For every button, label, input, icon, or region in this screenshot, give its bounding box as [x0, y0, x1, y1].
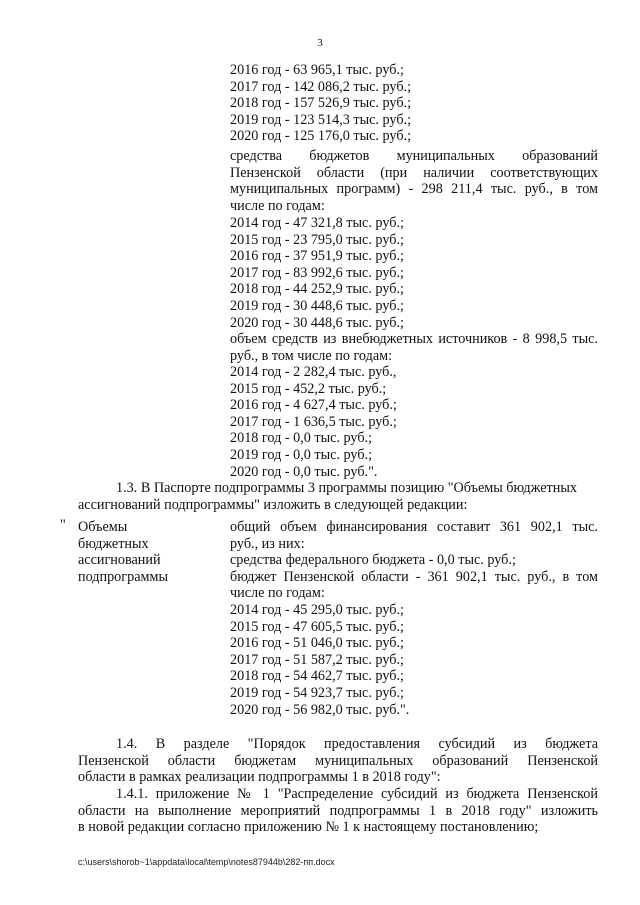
label-line: подпрограммы	[78, 568, 168, 585]
funding-years-block-2	[230, 215, 598, 331]
year-line: 2020 год - 125 176,0 тыс. руб.;	[230, 128, 412, 145]
paragraph-1-4-1	[78, 786, 598, 836]
year-line: 2020 год - 56 982,0 тыс. руб.".	[230, 701, 410, 718]
year-line: 2014 год - 2 282,4 тыс. руб.,	[230, 364, 397, 380]
year-line: 2020 год - 30 448,6 тыс. руб.;	[230, 314, 404, 331]
year-line: 2017 год - 142 086,2 тыс. руб.;	[230, 78, 412, 95]
file-path-footer: c:\users\shorob~1\appdata\local\temp\notes87944b\282-пп.docx	[78, 857, 335, 867]
text-line: области на выполнение мероприятий подпрограммы 1 в 2018 году" изложить	[78, 802, 598, 819]
label-line: Объемы	[78, 519, 128, 535]
year-line: 2017 год - 51 587,2 тыс. руб.;	[230, 651, 404, 668]
paragraph-1-4	[78, 736, 598, 786]
year-line: 2017 год - 1 636,5 тыс. руб.;	[230, 413, 397, 430]
text-line: 1.4. В разделе "Порядок предоставления субсидий из бюджета	[116, 736, 598, 752]
text-line: общий объем финансирования составит 361 902,1 тыс.	[230, 519, 598, 535]
text-line: числе по годам:	[230, 585, 325, 602]
paragraph-1-3	[78, 480, 598, 513]
year-line: 2018 год - 0,0 тыс. руб.;	[230, 430, 373, 447]
text-line: муниципальных программ) - 298 211,4 тыс. руб., в том	[230, 181, 598, 198]
text-line: числе по годам:	[230, 197, 325, 214]
text-line: руб., из них:	[230, 535, 305, 552]
year-line: 2015 год - 47 605,5 тыс. руб.;	[230, 618, 404, 635]
funding-years-block-3	[230, 364, 598, 480]
text-line: в новой редакции согласно приложению № 1 к настоящему постановлению;	[78, 819, 539, 836]
year-line: 2015 год - 23 795,0 тыс. руб.;	[230, 231, 404, 248]
year-line: 2014 год - 47 321,8 тыс. руб.;	[230, 215, 404, 231]
budget-allocations-text	[230, 519, 598, 602]
text-line: ассигнований подпрограммы" изложить в следующей редакции:	[78, 496, 468, 513]
text-line: бюджет Пензенской области - 361 902,1 тыс. руб., в том	[230, 568, 598, 585]
year-line: 2016 год - 51 046,0 тыс. руб.;	[230, 635, 404, 652]
text-line: 1.3. В Паспорте подпрограммы 3 программы позицию "Объемы бюджетных	[116, 480, 577, 496]
year-line: 2016 год - 63 965,1 тыс. руб.;	[230, 62, 404, 78]
year-line: 2019 год - 30 448,6 тыс. руб.;	[230, 297, 404, 314]
budget-allocations-label	[78, 519, 223, 585]
label-line: ассигнований	[78, 552, 161, 569]
opening-quote: "	[60, 517, 66, 533]
year-line: 2019 год - 123 514,3 тыс. руб.;	[230, 111, 412, 128]
year-line: 2014 год - 45 295,0 тыс. руб.;	[230, 602, 404, 618]
year-line: 2018 год - 44 252,9 тыс. руб.;	[230, 281, 404, 298]
text-line: Пензенской области бюджетам муниципальных образований Пензенской	[78, 752, 598, 769]
page-number: 3	[317, 37, 323, 49]
year-line: 2017 год - 83 992,6 тыс. руб.;	[230, 264, 404, 281]
year-line: 2015 год - 452,2 тыс. руб.;	[230, 380, 387, 397]
label-line: бюджетных	[78, 535, 149, 552]
text-line: области в рамках реализации подпрограммы 1 в 2018 году":	[78, 769, 441, 786]
text-line: Пензенской области (при наличии соответствующих	[230, 164, 598, 181]
text-line: объем средств из внебюджетных источников - 8 998,5 тыс.	[230, 331, 598, 347]
year-line: 2020 год - 0,0 тыс. руб.".	[230, 463, 378, 480]
text-line: средства бюджетов муниципальных образований	[230, 148, 598, 164]
year-line: 2016 год - 37 951,9 тыс. руб.;	[230, 248, 404, 265]
extrabudget-paragraph	[230, 331, 598, 364]
funding-years-block-4	[230, 602, 598, 718]
year-line: 2018 год - 157 526,9 тыс. руб.;	[230, 95, 412, 112]
municipal-funds-paragraph	[230, 148, 598, 214]
year-line: 2018 год - 54 462,7 тыс. руб.;	[230, 668, 404, 685]
year-line: 2019 год - 0,0 тыс. руб.;	[230, 446, 373, 463]
text-line: руб., в том числе по годам:	[230, 347, 393, 364]
text-line: средства федерального бюджета - 0,0 тыс. руб.;	[230, 552, 516, 569]
funding-years-block-1	[230, 62, 598, 145]
year-line: 2016 год - 4 627,4 тыс. руб.;	[230, 397, 397, 414]
text-line: 1.4.1. приложение № 1 "Распределение субсидий из бюджета Пензенской	[116, 786, 598, 802]
year-line: 2019 год - 54 923,7 тыс. руб.;	[230, 684, 404, 701]
